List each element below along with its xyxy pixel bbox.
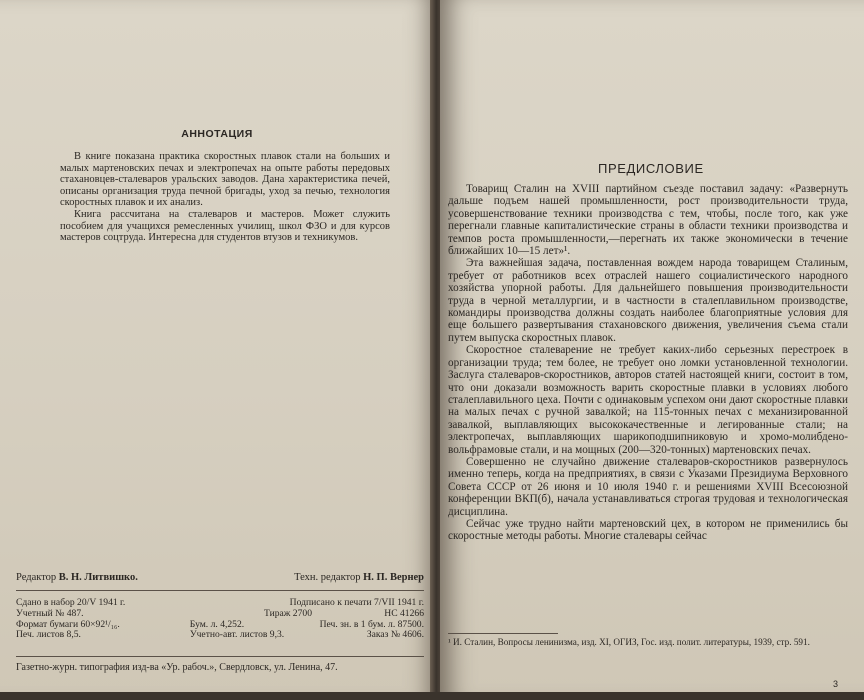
editors-line [16, 572, 424, 583]
imprint-row [16, 630, 424, 641]
imprint-cell: Учетный № 487. [16, 607, 84, 619]
imprint-cell: Подписано к печати 7/VII 1941 г. [289, 597, 424, 608]
tech-editor-label: Техн. редактор [294, 572, 361, 583]
imprint-cell: Бум. л. 4,252. [189, 618, 245, 630]
divider [16, 656, 424, 657]
imprint-cell: Учетно-авт. листов 9,3. [189, 629, 285, 641]
imprint-cell: Тираж 2700 [263, 607, 312, 619]
editor-label: Редактор [16, 572, 57, 583]
footnote-divider [448, 633, 558, 634]
imprint-cell: Печ. зн. в 1 бум. л. 87500. [319, 618, 424, 630]
footnote: ¹ И. Сталин, Вопросы ленинизма, изд. XI, ОГИЗ, Гос. изд. полит. литературы, 1939, стр. 591. [448, 637, 810, 647]
imprint-cell: Заказ № 4606. [366, 629, 424, 641]
imprint-block [16, 598, 424, 641]
annotation-paragraph: В книге показана практика скоростных плавок стали на больших и малых мартеновских печах и электропечах на опыте работы передовых стахановцев-сталеваров уральских заводов. Дана характеристика печей, описаны организация труда печной бригады, уход за печью, технология скоростных плавок и их анализ. [60, 151, 390, 209]
divider [16, 590, 424, 591]
right-page [440, 0, 864, 700]
imprint-cell: Формат бумаги 60×92¹/₁₆. [16, 618, 120, 630]
imprint-row [16, 609, 424, 620]
imprint-cell: Сдано в набор 20/V 1941 г. [16, 597, 126, 608]
tech-editor [294, 572, 424, 583]
editor [16, 572, 138, 583]
imprint-cell: Печ. листов 8,5. [16, 629, 81, 641]
annotation-paragraph: Книга рассчитана на сталеваров и мастеров. Может служить пособием для учащихся ремесленных училищ, школ ФЗО и для курсов мастеров соцтруда. Интересна для студентов втузов и техникумов. [60, 208, 390, 244]
preface-body [448, 183, 848, 543]
preface-title: ПРЕДИСЛОВИЕ [598, 161, 704, 176]
printer-line: Газетно-журн. типография изд-ва «Ур. рабоч.», Свердловск, ул. Ленина, 47. [16, 662, 338, 673]
annotation-title: АННОТАЦИЯ [181, 128, 253, 140]
page-edge-shadow [0, 692, 864, 700]
editor-name: В. Н. Литвишко. [58, 572, 138, 583]
preface-paragraph: Товарищ Сталин на XVIII партийном съезде поставил задачу: «Развернуть дальше подъем нашей промышленности, рост производительности труда, усовершенствование техники производства с тем, чтобы, после того, как уже перегнали главные капиталистические страны в области техники производства и темпов роста промышленности,—перегнать их также экономически в течение ближайших 10—15 лет»¹. [448, 183, 848, 258]
preface-paragraph: Скоростное сталеварение не требует каких-либо серьезных перестроек в организации труда; тем более, не требует оно ломки установленной технологии. Заслуга сталеваров-скоростников, авторов статей настоящей книги, состоит в том, что они доказали возможность варить скоростные плавки в условиях любого сталеплавильного цеха. Почти с одинаковым успехом они дают скоростные плавки на малых печах с ручной завалкой; на 115-тонных печах с механизированной завалкой, выплавляющих высококачественные и легированные стали; на электропечах, выплавляющих шарикоподшипниковую и хромо-молибдено-вольфрамовые стали, и на мощных (200—320-тонных) мартеновских печах. [448, 344, 848, 456]
annotation-body [60, 151, 390, 244]
page-number: 3 [833, 679, 839, 689]
tech-editor-name: Н. П. Вернер [363, 572, 424, 583]
preface-paragraph: Совершенно не случайно движение сталеваров-скоростников развернулось именно теперь, когда на предприятиях, в связи с Указами Президиума Верховного Совета СССР от 26 июня и 10 июля 1940 г. и решениями XVIII Всесоюзной конференции ВКП(б), начала устанавливаться строгая трудовая и технологическая дисциплина. [448, 455, 848, 518]
preface-paragraph: Сейчас уже трудно найти мартеновский цех, в котором не применились бы скоростные методы работы. Многие сталевары сейчас [448, 517, 848, 543]
preface-paragraph: Эта важнейшая задача, поставленная вождем народа товарищем Сталиным, требует от работников всех отраслей нашего социалистического народного хозяйства упорной работы. Для дальнейшего повышения производительности труда в черной металлургии, и в частности в сталеплавильном производстве, командиры производства должны создать наиболее благоприятные условия для еще большего развертывания стахановского движения, увеличения съема стали путем выпуска скоростных плавок. [448, 257, 848, 344]
imprint-cell: НС 41266 [384, 607, 424, 619]
